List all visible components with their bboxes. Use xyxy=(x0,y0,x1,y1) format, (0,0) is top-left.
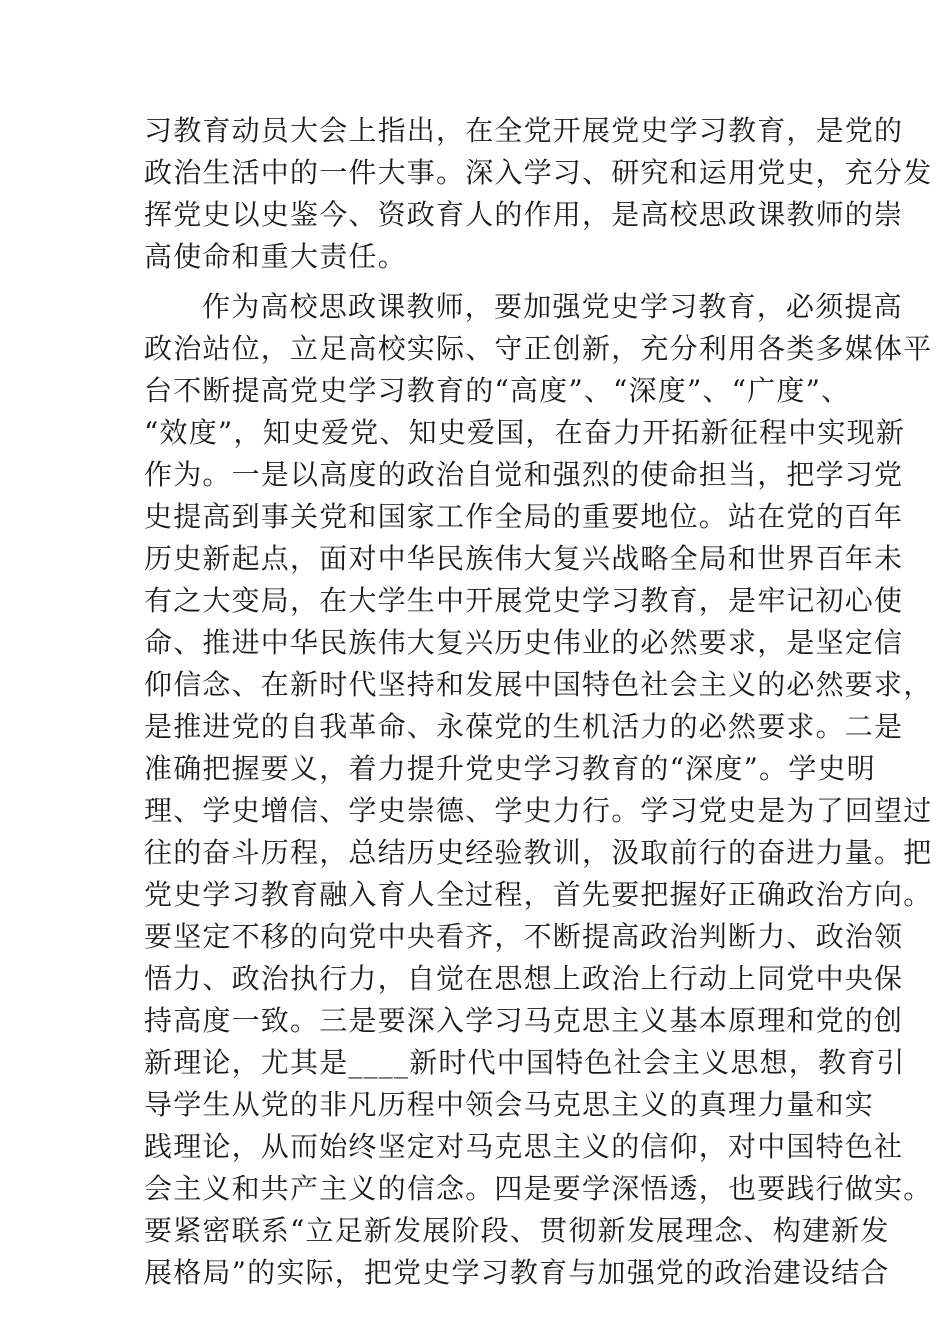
text-line: 有之大变局，在大学生中开展党史学习教育，是牢记初心使 xyxy=(144,584,904,617)
text-line: 政治生活中的一件大事。深入学习、研究和运用党史，充分发 xyxy=(144,156,933,189)
text-line: 习教育动员大会上指出，在全党开展党史学习教育，是党的 xyxy=(144,114,904,147)
text-line: 新理论，尤其是____新时代中国特色社会主义思想，教育引 xyxy=(144,1046,906,1079)
text-line: 是推进党的自我革命、永葆党的生机活力的必然要求。二是 xyxy=(144,710,904,743)
paragraph-2 xyxy=(144,286,933,1294)
text-line: 台不断提高党史学习教育的“高度”、“深度”、“广度”、 xyxy=(144,374,851,407)
paragraph-1 xyxy=(144,110,933,278)
text-line: 仰信念、在新时代坚持和发展中国特色社会主义的必然要求， xyxy=(144,668,933,701)
text-line: 往的奋斗历程，总结历史经验教训，汲取前行的奋进力量。把 xyxy=(144,836,933,869)
text-line: 持高度一致。三是要深入学习马克思主义基本原理和党的创 xyxy=(144,1004,904,1037)
text-line: 命、推进中华民族伟大复兴历史伟业的必然要求，是坚定信 xyxy=(144,626,904,659)
text-line: 要紧密联系“立足新发展阶段、贯彻新发展理念、构建新发 xyxy=(144,1214,890,1247)
text-line: 作为高校思政课教师，要加强党史学习教育，必须提高 xyxy=(202,290,903,323)
text-line: 历史新起点，面对中华民族伟大复兴战略全局和世界百年未 xyxy=(144,542,904,575)
text-line: 准确把握要义，着力提升党史学习教育的“深度”。学史明 xyxy=(144,752,876,785)
text-line: 会主义和共产主义的信念。四是要学深悟透，也要践行做实。 xyxy=(144,1172,933,1205)
text-line: 悟力、政治执行力，自觉在思想上政治上行动上同党中央保 xyxy=(144,962,904,995)
paragraph-spacer xyxy=(144,278,814,286)
text-line: 党史学习教育融入育人全过程，首先要把握好正确政治方向。 xyxy=(144,878,933,911)
text-line: 践理论，从而始终坚定对马克思主义的信仰，对中国特色社 xyxy=(144,1130,904,1163)
text-line: “效度”，知史爱党、知史爱国，在奋力开拓新征程中实现新 xyxy=(144,416,906,449)
text-line: 高使命和重大责任。 xyxy=(144,240,407,273)
text-line: 理、学史增信、学史崇德、学史力行。学习党史是为了回望过 xyxy=(144,794,933,827)
text-line: 要坚定不移的向党中央看齐，不断提高政治判断力、政治领 xyxy=(144,920,904,953)
text-line: 展格局”的实际，把党史学习教育与加强党的政治建设结合 xyxy=(144,1256,890,1289)
text-line: 作为。一是以高度的政治自觉和强烈的使命担当，把学习党 xyxy=(144,458,904,491)
text-line: 导学生从党的非凡历程中领会马克思主义的真理力量和实 xyxy=(144,1088,875,1121)
text-line: 挥党史以史鉴今、资政育人的作用，是高校思政课教师的崇 xyxy=(144,198,904,231)
text-line: 史提高到事关党和国家工作全局的重要地位。站在党的百年 xyxy=(144,500,904,533)
body-text xyxy=(144,110,933,1294)
text-line: 政治站位，立足高校实际、守正创新，充分利用各类多媒体平 xyxy=(144,332,933,365)
